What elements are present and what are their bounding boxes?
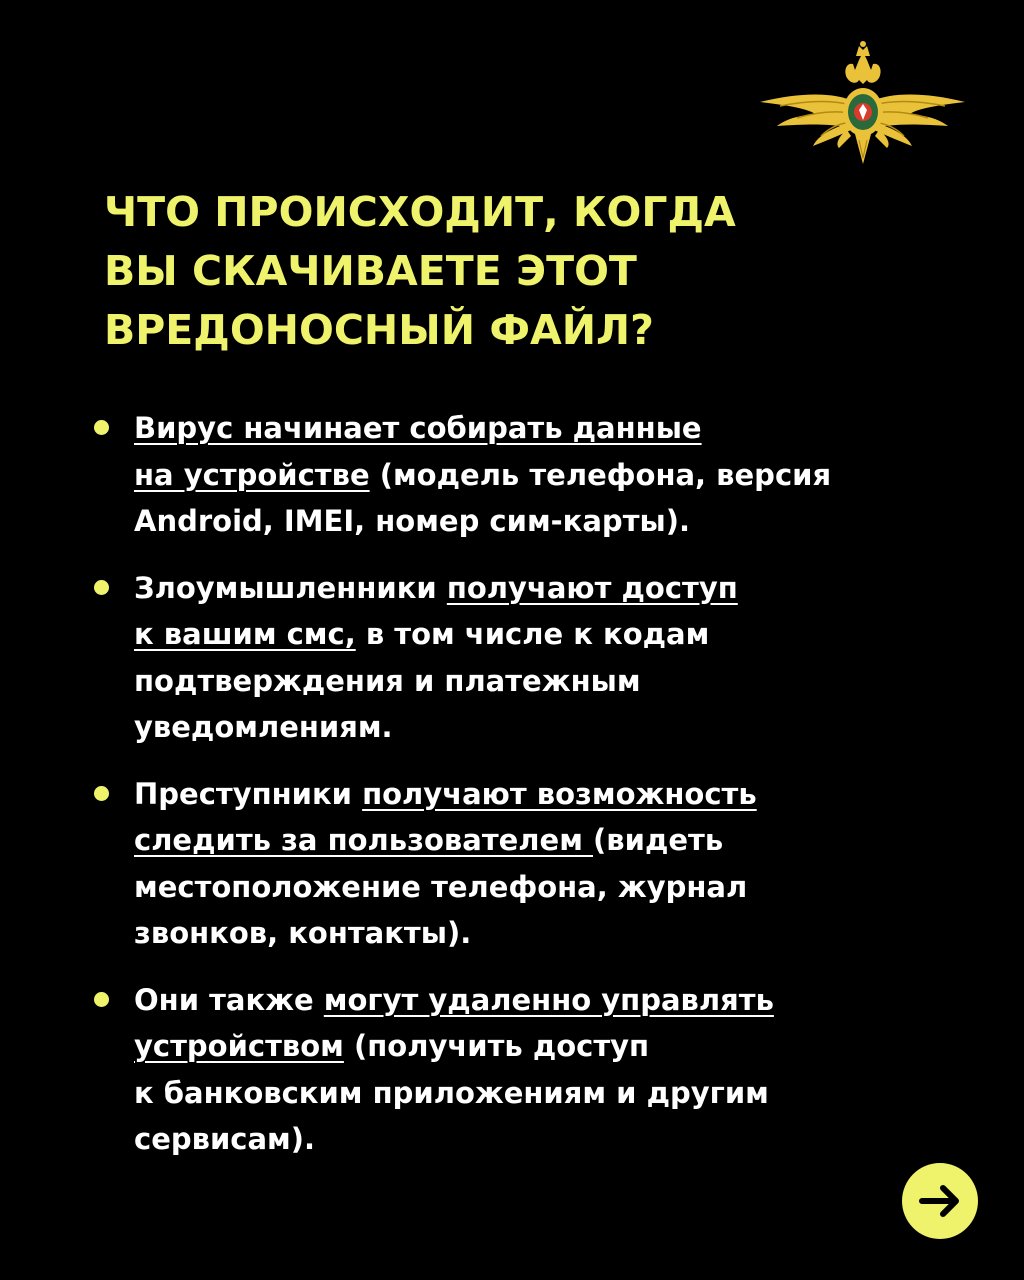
highlighted-text: следить за пользователем (134, 823, 594, 857)
item-line (134, 611, 984, 658)
item-line (134, 498, 984, 545)
highlighted-text: Вирус начинает собирать данные (134, 411, 702, 445)
list-item (0, 771, 1024, 957)
highlighted-text: к вашим смс, (134, 617, 356, 651)
item-line (134, 704, 984, 751)
item-line (134, 864, 984, 911)
item-line (134, 1070, 984, 1117)
item-text: подтверждения и платежным (134, 663, 641, 698)
bullet-dot (94, 786, 109, 801)
item-line (134, 771, 984, 818)
item-text: Злоумышленники (134, 570, 447, 605)
item-text: местоположение телефона, журнал (134, 869, 748, 904)
list-item (0, 977, 1024, 1163)
arrow-right-icon (902, 1163, 978, 1239)
list-item (0, 405, 1024, 545)
next-slide-button[interactable] (902, 1163, 978, 1239)
page-title (104, 183, 924, 360)
bullet-dot (94, 580, 109, 595)
item-text: к банковским приложениям и другим (134, 1075, 769, 1110)
highlighted-text: получают доступ (446, 570, 738, 605)
item-text: в том числе к кодам (355, 617, 710, 651)
highlighted-text: могут удаленно управлять (323, 982, 774, 1017)
highlighted-text: устройством (134, 1029, 344, 1063)
item-line (134, 1023, 984, 1070)
item-line (134, 977, 984, 1024)
bullet-dot (94, 992, 109, 1007)
highlighted-text: на устройстве (134, 457, 370, 492)
item-line (134, 658, 984, 705)
item-text: звонков, контакты). (134, 916, 472, 950)
police-emblem-icon (755, 40, 970, 170)
item-line (134, 452, 984, 499)
item-text: уведомлениям. (134, 710, 393, 744)
title-line: ЧТО ПРОИСХОДИТ, КОГДА (104, 188, 736, 236)
item-text: Android, IMEI, номер сим-карты). (134, 504, 690, 538)
bullet-dot (94, 420, 109, 435)
item-text: Они также (134, 982, 324, 1017)
bullet-list (0, 405, 1024, 1163)
list-item (0, 565, 1024, 751)
highlighted-text: получают возможность (362, 776, 757, 811)
item-text: Преступники (134, 776, 363, 811)
item-line (134, 565, 984, 612)
item-text: (получить доступ (343, 1029, 650, 1063)
item-line (134, 817, 984, 864)
item-line (134, 910, 984, 957)
item-line (134, 1116, 984, 1163)
item-text: (модель телефона, версия (369, 457, 832, 492)
item-text: сервисам). (134, 1122, 316, 1156)
item-text: (видеть (593, 823, 724, 857)
title-line: ВЫ СКАЧИВАЕТЕ ЭТОТ (104, 247, 637, 295)
title-line: ВРЕДОНОСНЫЙ ФАЙЛ? (104, 306, 654, 354)
item-line (134, 405, 984, 452)
